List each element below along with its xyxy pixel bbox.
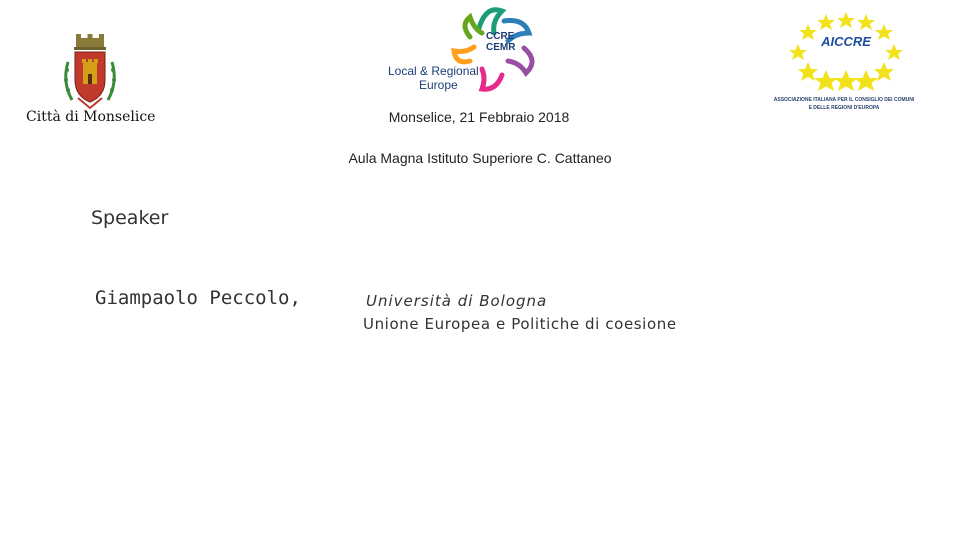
event-date bbox=[0, 109, 960, 125]
monselice-crest-icon bbox=[58, 32, 122, 112]
speaker-label: Speaker bbox=[91, 207, 169, 229]
ccre-tagline bbox=[388, 64, 479, 92]
monselice-caption: Città di Monselice bbox=[26, 109, 156, 125]
aiccre-caption-line1: ASSOCIAZIONE ITALIANA PER IL CONSIGLIO DEI COMUNI bbox=[773, 97, 915, 103]
aiccre-caption-line2: E DELLE REGIONI D'EUROPA bbox=[808, 105, 880, 111]
aiccre-wordmark: AICCRE bbox=[821, 34, 871, 49]
speaker-name: Giampaolo Peccolo, bbox=[95, 287, 301, 309]
ccre-mark-line2: CEMR bbox=[486, 42, 516, 53]
speaker-topic: Unione Europea e Politiche di coesione bbox=[363, 315, 677, 333]
ccre-tagline-line2: Europe bbox=[419, 78, 458, 92]
aiccre-stars-icon bbox=[786, 12, 906, 92]
ccre-tagline-line1: Local & Regional bbox=[388, 64, 479, 78]
ccre-mark-line1: CCRE bbox=[486, 31, 515, 42]
speaker-affiliation: Università di Bologna bbox=[366, 292, 548, 310]
ccre-cemr-wordmark bbox=[486, 31, 515, 53]
event-date-text: Monselice, 21 Febbraio 2018 bbox=[388, 109, 570, 125]
event-venue: Aula Magna Istituto Superiore C. Cattaneo bbox=[348, 150, 612, 166]
